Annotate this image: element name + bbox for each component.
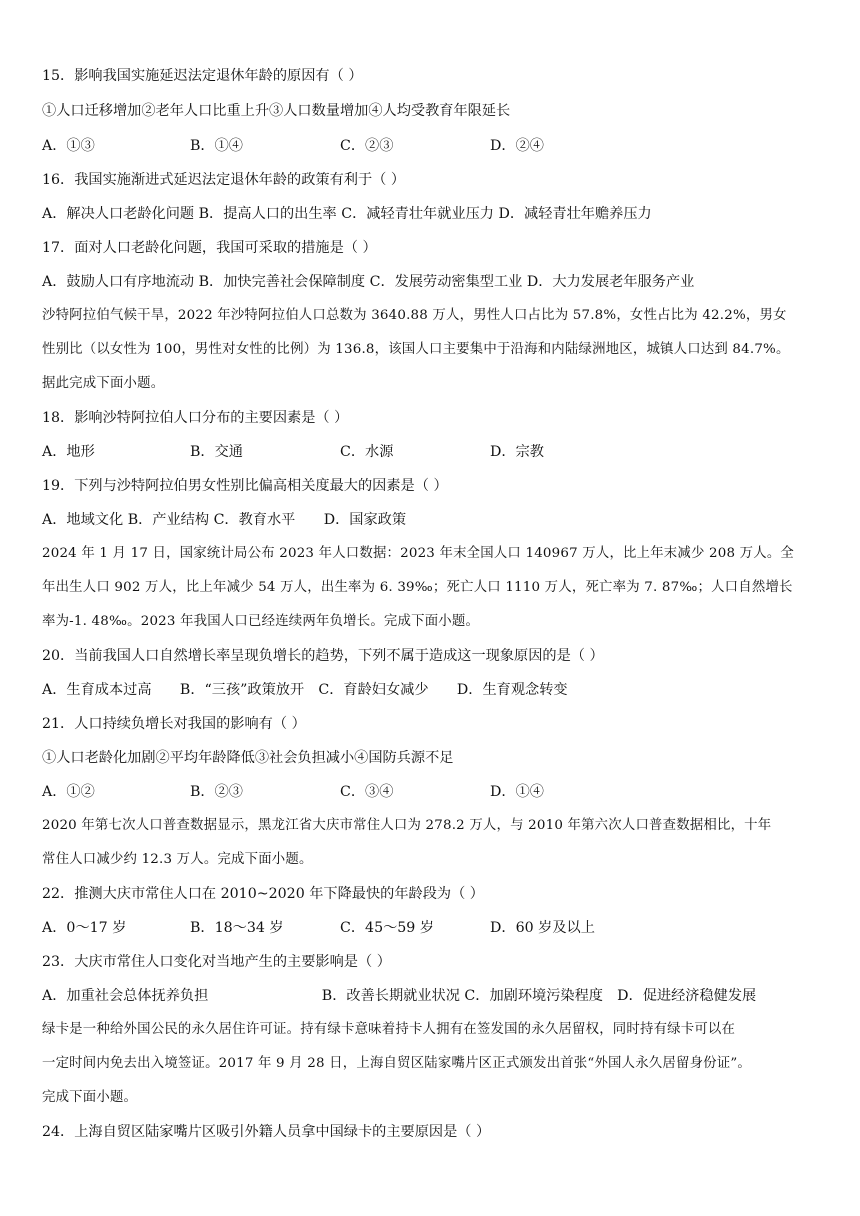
answer-option: B．①④: [190, 138, 243, 154]
question-line: A．地域文化 B．产业结构 C．教育水平 D．国家政策: [42, 512, 407, 528]
answer-option: C．③④: [340, 784, 394, 800]
passage-line: 性别比（以女性为 100，男性对女性的比例）为 136.8，该国人口主要集中于沿海和内陆绿洲地区，城镇人口达到 84.7%。: [42, 342, 790, 357]
passage-line: 据此完成下面小题。: [42, 376, 165, 391]
answer-option: A．①②: [42, 784, 95, 800]
passage-line: 完成下面小题。: [42, 1090, 138, 1105]
question-line: A．鼓励人口有序地流动 B．加快完善社会保障制度 C．发展劳动密集型工业 D．大力发展老年服务产业: [42, 274, 695, 290]
answer-option: B．②③: [190, 784, 243, 800]
question-line: A．加重社会总体抚养负担 B．改善长期就业状况 C．加剧环境污染程度 D．促进经济稳健发展: [42, 988, 757, 1004]
answer-option: D．②④: [490, 138, 544, 154]
passage-line: 2024 年 1 月 17 日，国家统计局公布 2023 年人口数据：2023 年末全国人口 140967 万人，比上年末减少 208 万人。全: [42, 546, 795, 561]
question-line: A．解决人口老龄化问题 B．提高人口的出生率 C．减轻青壮年就业压力 D．减轻青壮年赡养压力: [42, 206, 652, 222]
answer-option: A．①③: [42, 138, 95, 154]
question-line: 19．下列与沙特阿拉伯男女性别比偏高相关度最大的因素是（ ）: [42, 478, 448, 494]
answer-option: D．宗教: [490, 444, 544, 460]
question-line: 17．面对人口老龄化问题，我国可采取的措施是（ ）: [42, 240, 377, 256]
question-line: 15．影响我国实施延迟法定退休年龄的原因有（ ）: [42, 68, 363, 84]
question-line: 24．上海自贸区陆家嘴片区吸引外籍人员拿中国绿卡的主要原因是（ ）: [42, 1124, 491, 1140]
passage-line: 常住人口减少约 12.3 万人。完成下面小题。: [42, 852, 313, 867]
answer-option: A．地形: [42, 444, 95, 460]
question-line: ①人口老龄化加剧②平均年龄降低③社会负担减小④国防兵源不足: [42, 750, 454, 766]
passage-line: 率为-1. 48‰。2023 年我国人口已经连续两年负增长。完成下面小题。: [42, 614, 480, 629]
passage-line: 2020 年第七次人口普查数据显示，黑龙江省大庆市常住人口为 278.2 万人，与 2010 年第六次人口普查数据相比，十年: [42, 818, 772, 833]
question-line: A．生育成本过高 B．“三孩”政策放开 C．育龄妇女减少 D．生育观念转变: [42, 682, 568, 698]
answer-option: D．①④: [490, 784, 544, 800]
passage-line: 沙特阿拉伯气候干旱，2022 年沙特阿拉伯人口总数为 3640.88 万人，男性人口占比为 57.8%，女性占比为 42.2%，男女: [42, 308, 787, 323]
answer-option: C．水源: [340, 444, 394, 460]
answer-option: B．交通: [190, 444, 243, 460]
question-line: 16．我国实施渐进式延迟法定退休年龄的政策有利于（ ）: [42, 172, 406, 188]
question-line: 20．当前我国人口自然增长率呈现负增长的趋势，下列不属于造成这一现象原因的是（ ）: [42, 648, 604, 664]
question-line: 22．推测大庆市常住人口在 2010~2020 年下降最快的年龄段为（ ）: [42, 886, 484, 902]
answer-option: C．②③: [340, 138, 394, 154]
answer-option: A．0～17 岁: [42, 920, 127, 936]
answer-option: D．60 岁及以上: [490, 920, 595, 936]
question-line: ①人口迁移增加②老年人口比重上升③人口数量增加④人均受教育年限延长: [42, 103, 511, 119]
answer-option: C．45～59 岁: [340, 920, 435, 936]
passage-line: 绿卡是一种给外国公民的永久居住许可证。持有绿卡意味着持卡人拥有在签发国的永久居留权，同时持有绿卡可以在: [42, 1022, 736, 1037]
answer-option: B．18～34 岁: [190, 920, 284, 936]
passage-line: 一定时间内免去出入境签证。2017 年 9 月 28 日，上海自贸区陆家嘴片区正式颁发出首张“外国人永久居留身份证”。: [42, 1056, 751, 1071]
passage-line: 年出生人口 902 万人，比上年减少 54 万人，出生率为 6. 39‰；死亡人口 1110 万人，死亡率为 7. 87‰；人口自然增长: [42, 580, 793, 595]
question-line: 23．大庆市常住人口变化对当地产生的主要影响是（ ）: [42, 954, 391, 970]
question-line: 18．影响沙特阿拉伯人口分布的主要因素是（ ）: [42, 410, 349, 426]
question-line: 21．人口持续负增长对我国的影响有（ ）: [42, 716, 306, 732]
